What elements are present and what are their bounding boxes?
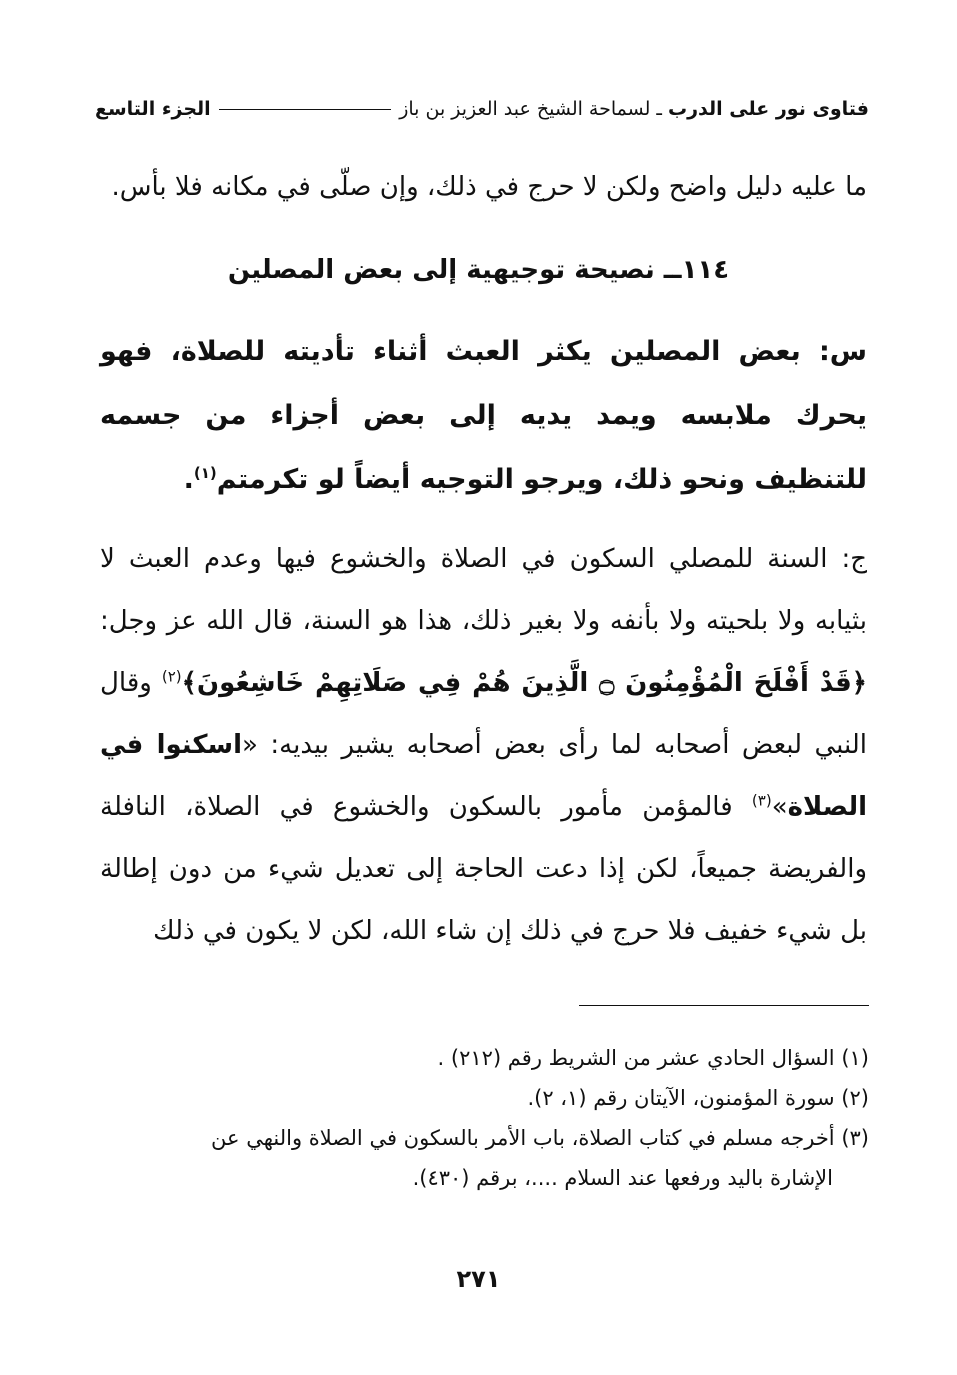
footnotes bbox=[100, 1038, 869, 1198]
volume-part: الجزء التاسع bbox=[95, 98, 211, 120]
book-title: فتاوى نور على الدرب bbox=[668, 98, 869, 120]
previous-paragraph: ما عليه دليل واضح ولكن لا حرج في ذلك، وإن صلّى في مكانه فلا بأس. bbox=[111, 172, 867, 202]
footnote-separator bbox=[579, 1005, 869, 1006]
question-paragraph bbox=[100, 320, 867, 512]
footnote-3-continuation: الإشارة باليد ورفعها عند السلام ....، برقم (٤٣٠). bbox=[412, 1166, 833, 1190]
footnote-ref-3[interactable]: (٣) bbox=[751, 791, 772, 810]
running-header bbox=[95, 92, 869, 126]
page-number: ٢٧١ bbox=[456, 1265, 501, 1293]
header-rule bbox=[219, 109, 391, 110]
question-text: س: بعض المصلين يكثر العبث أثناء تأديته للصلاة، فهو يحرك ملابسه ويمد يديه إلى بعض أجزاء من جسمه للتنظيف ونحو ذلك، ويرجو التوجيه أيضاً لو تكرمتم bbox=[100, 336, 867, 495]
footnote-3: (٣) أخرجه مسلم في كتاب الصلاة، باب الأمر بالسكون في الصلاة والنهي عن bbox=[211, 1126, 869, 1150]
answer-text-2: وقال النبي لبعض أصحابه لما رأى بعض أصحابه يشير بيديه: « bbox=[100, 668, 868, 760]
hadith-close: » bbox=[771, 792, 788, 822]
header-author bbox=[211, 98, 668, 120]
answer-text-1: ج: السنة للمصلي السكون في الصلاة والخشوع فيها وعدم العبث لا بثيابه ولا بلحيته ولا بأنفه ولا بغير ذلك، هذا هو السنة، قال الله عز وجل: bbox=[100, 544, 867, 636]
author-name: ـ لسماحة الشيخ عبد العزيز بن باز bbox=[399, 98, 662, 120]
footnote-ref-1[interactable]: (١) bbox=[193, 464, 217, 482]
section-title: ١١٤ــ نصيحة توجيهية إلى بعض المصلين bbox=[227, 255, 730, 285]
footnote-1: (١) السؤال الحادي عشر من الشريط رقم (٢١٢) . bbox=[437, 1046, 869, 1070]
footnote-ref-2[interactable]: (٢) bbox=[161, 667, 182, 686]
question-end: . bbox=[183, 464, 194, 495]
quran-verse: ﴿قَدْ أَفْلَحَ الْمُؤْمِنُونَ ۝ الَّذِينَ هُمْ فِي صَلَاتِهِمْ خَاشِعُونَ﴾ bbox=[181, 668, 867, 698]
hadith-text: اسكنوا في الصلاة bbox=[100, 730, 867, 822]
answer-paragraph bbox=[100, 528, 867, 962]
answer-text-3: فالمؤمن مأمور بالسكون والخشوع في الصلاة، النافلة والفريضة جميعاً، لكن إذا دعت الحاجة إلى تعديل شيء من دون إطالة بل شيء خفيف فلا حرج في ذلك إن شاء الله، لكن لا يكون في ذلك bbox=[100, 792, 867, 946]
footnote-2: (٢) سورة المؤمنون، الآيتان رقم (١، ٢). bbox=[527, 1086, 869, 1110]
